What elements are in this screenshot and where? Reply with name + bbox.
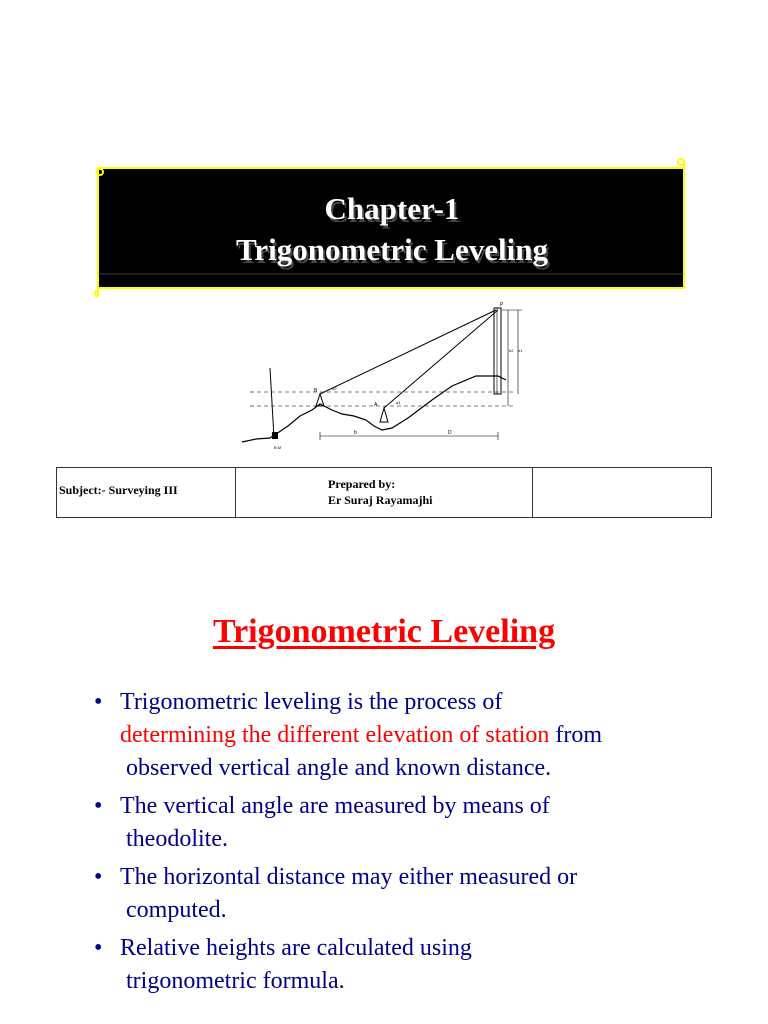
a-label: A	[374, 402, 378, 408]
h2-label: h2	[509, 348, 514, 353]
section-heading: Trigonometric Leveling	[212, 613, 556, 650]
bullet-list	[94, 686, 694, 1003]
bullet-1-line3: observed vertical angle and known distance.	[126, 755, 552, 781]
bullet-3-line1: The horizontal distance may either measured or	[120, 864, 578, 890]
prepared-label: Prepared by:	[328, 477, 396, 491]
bullet-icon: •	[94, 689, 103, 715]
bullet-icon: •	[94, 864, 103, 890]
bullet-2-line2: theodolite.	[126, 826, 228, 852]
bullet-1-highlight: determining the different elevation of station	[120, 722, 550, 748]
bullet-icon: •	[94, 935, 103, 961]
bullet-2-line1: The vertical angle are measured by means of	[120, 793, 550, 819]
bullet-4-line2: trigonometric formula.	[126, 968, 345, 994]
subject-cell	[57, 468, 236, 518]
p-label: P	[500, 302, 504, 308]
bullet-1-line1: Trigonometric leveling is the process of	[120, 689, 503, 715]
bullet-3-line2: computed.	[126, 897, 227, 923]
banner-title	[102, 188, 682, 270]
list-item	[94, 790, 694, 856]
list-item	[94, 686, 694, 785]
table-row	[57, 468, 712, 518]
prepared-name: Er Suraj Rayamajhi	[328, 493, 433, 507]
bullet-icon: •	[94, 793, 103, 819]
h1-label: h1	[518, 348, 523, 353]
alpha2-label: α2	[332, 386, 337, 391]
bullet-1-after: from	[549, 722, 603, 748]
subject-text: Subject:- Surveying III	[59, 483, 178, 497]
info-table	[56, 467, 712, 518]
d-distance-label: D	[448, 430, 452, 436]
prepared-by-cell	[236, 468, 533, 518]
alpha1-label: α1	[396, 400, 401, 405]
empty-cell	[533, 468, 712, 518]
list-item	[94, 932, 694, 998]
bullet-4-line1: Relative heights are calculated using	[120, 935, 472, 961]
chapter-title: Trigonometric Leveling	[236, 232, 548, 267]
b-label: B	[314, 388, 318, 394]
trig-leveling-diagram	[236, 302, 528, 454]
list-item	[94, 861, 694, 927]
bm-label: B.M	[274, 445, 282, 450]
chapter-label: Chapter-1	[324, 191, 460, 226]
b-distance-label: b	[354, 430, 357, 436]
